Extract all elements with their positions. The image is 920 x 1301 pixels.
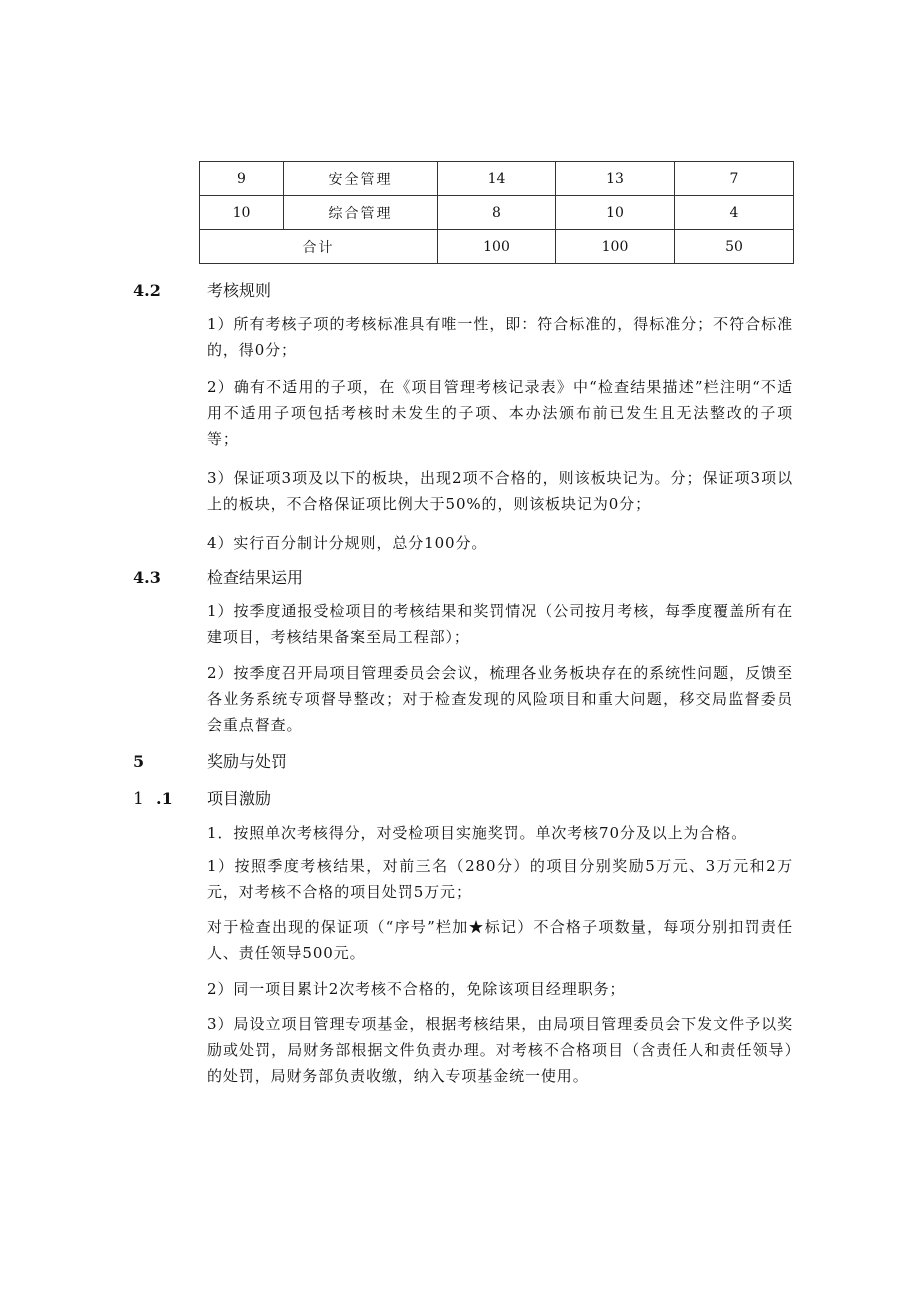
table-row [200,162,794,196]
table-cell: 9 [200,162,284,196]
table-cell: 50 [675,230,794,264]
table-cell: 4 [675,196,794,230]
section-title: 检查结果运用 [207,568,304,587]
paragraph: 1）所有考核子项的考核标准具有唯一性，即：符合标准的，得标准分；不符合标准的，得0分； [207,315,793,359]
section-heading-5 [133,752,433,772]
table-cell: 100 [438,230,556,264]
table-cell: 安全管理 [284,162,438,196]
paragraph: 1）按照季度考核结果，对前三名（280分）的项目分别奖励5万元、3万元和2万元，对考核不合格的项目处罚5万元； [207,857,793,901]
section-number: 5 [133,752,145,771]
section-title: 奖励与处罚 [207,752,288,771]
table-cell: 14 [438,162,556,196]
paragraph: 2）按季度召开局项目管理委员会会议，梳理各业务板块存在的系统性问题，反馈至各业务系统专项督导整改；对于检查发现的风险项目和重大问题，移交局监督委员会重点督查。 [207,664,793,734]
section-title: 项目激励 [207,789,272,808]
table-cell: 10 [556,196,675,230]
paragraph: 3）保证项3项及以下的板块，出现2项不合格的，则该板块记为。分；保证项3项以上的板块，不合格保证项比例大于50%的，则该板块记为0分； [207,469,793,513]
paragraph: 对于检查出现的保证项（“序号”栏加★标记）不合格子项数量，每项分别扣罚责任人、责任领导500元。 [207,918,793,962]
paragraph: 1）按季度通报受检项目的考核结果和奖罚情况（公司按月考核，每季度覆盖所有在建项目，考核结果备案至局工程部）； [207,602,793,646]
paragraph: 2）同一项目累计2次考核不合格的，免除该项目经理职务； [207,980,626,998]
section-number-suffix: .1 [156,789,173,808]
table-cell: 100 [556,230,675,264]
table-cell: 综合管理 [284,196,438,230]
paragraph: 1．按照单次考核得分，对受检项目实施奖罚。单次考核70分及以上为合格。 [207,824,748,842]
table-row [200,196,794,230]
section-number: 4.3 [133,568,161,587]
table-cell: 10 [200,196,284,230]
paragraph: 3）局设立项目管理专项基金，根据考核结果，由局项目管理委员会下发文件予以奖励或处罚，局财务部根据文件负责办理。对考核不合格项目（含责任人和责任领导）的处罚，局财务部负责收缴，纳入专项基金统一使用。 [207,1015,793,1085]
section-number-prefix: 1 [133,789,144,809]
table-cell: 8 [438,196,556,230]
section-heading-4-3 [133,568,433,588]
table-cell: 7 [675,162,794,196]
score-table [199,161,794,264]
section-title: 考核规则 [207,281,272,300]
total-label: 合计 [200,230,438,264]
paragraph: 2）确有不适用的子项，在《项目管理考核记录表》中“检查结果描述”栏注明“不适用不适用子项包括考核时未发生的子项、本办法颁布前已发生且无法整改的子项等； [207,378,793,448]
paragraph: 4）实行百分制计分规则，总分100分。 [207,534,488,552]
table-total-row [200,230,794,264]
section-number: 4.2 [133,281,161,300]
table-cell: 13 [556,162,675,196]
section-heading-4-2 [133,281,433,301]
section-heading-5-1 [133,789,433,809]
